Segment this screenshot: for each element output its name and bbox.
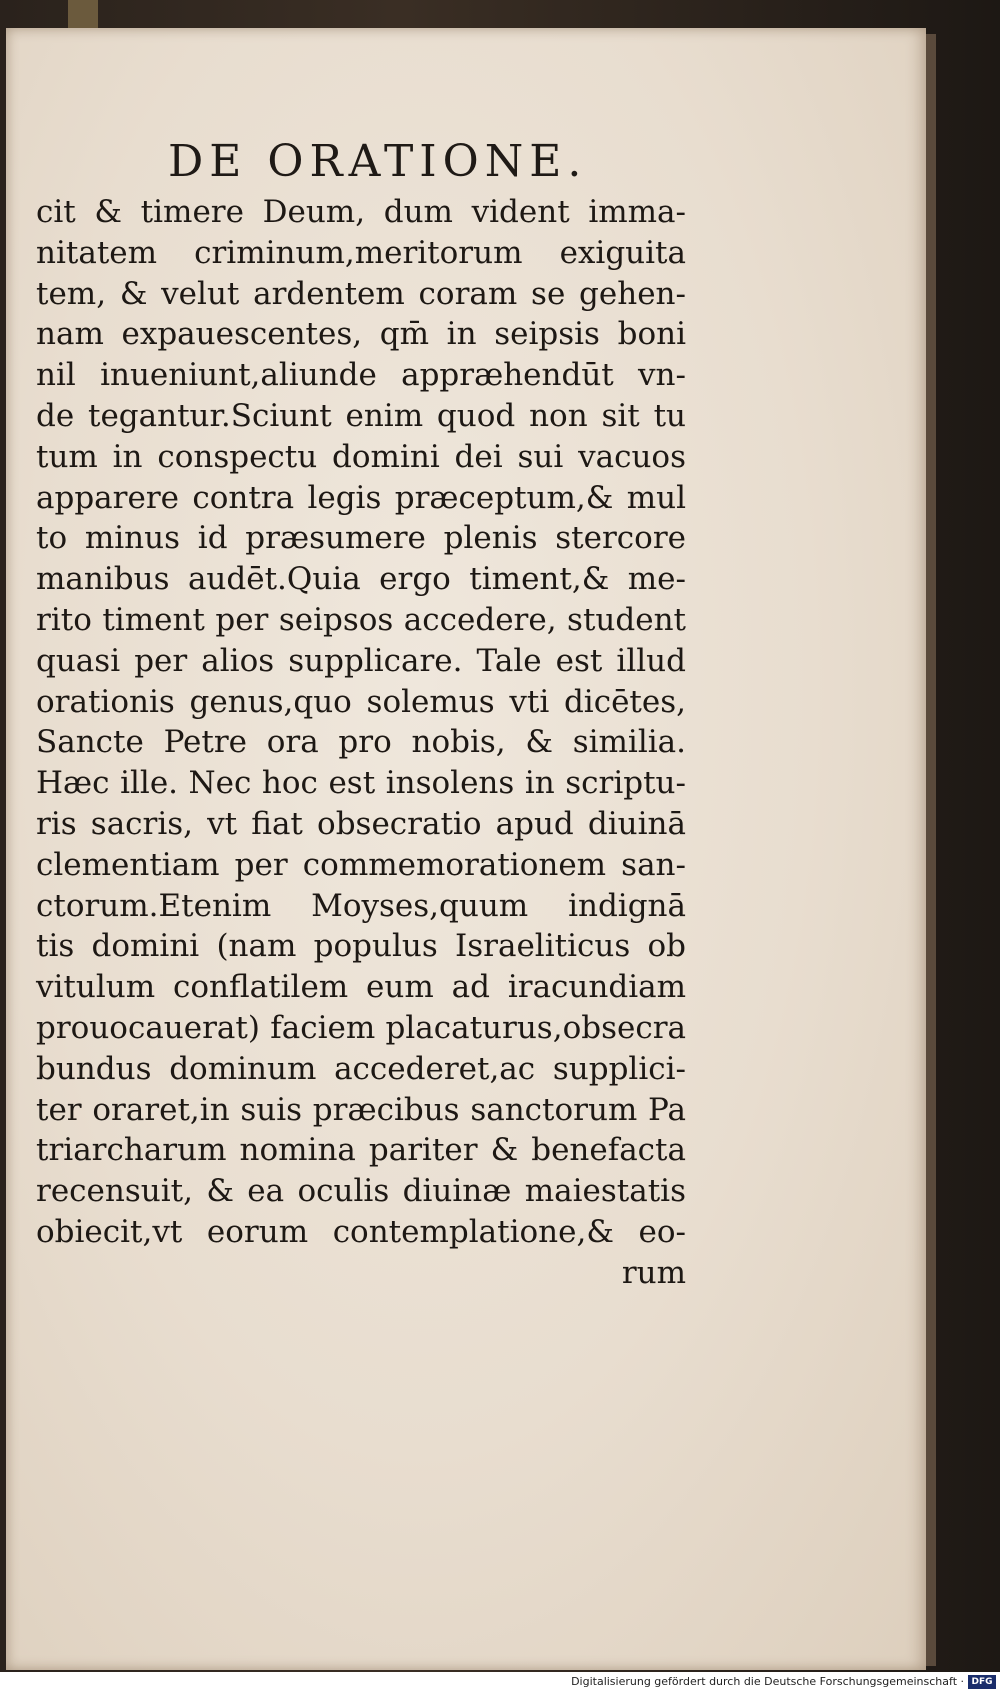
text-line: tem, & velut ardentem coram se gehen-: [36, 275, 686, 312]
text-line: bundus dominum accederet,ac supplici-: [36, 1050, 686, 1087]
text-line: vitulum conflatilem eum ad iracundiam: [36, 969, 686, 1006]
text-line: Hæc ille. Nec hoc est insolens in scriptu-: [36, 765, 686, 802]
page-edge: [926, 34, 936, 1666]
text-line: nil inueniunt,aliunde appræhendūt vn-: [36, 357, 686, 394]
text-line: tis domini (nam populus Israeliticus ob: [36, 928, 686, 965]
running-header: DE ORATIONE.: [168, 136, 588, 187]
text-line: triarcharum nomina pariter & benefacta: [36, 1132, 686, 1169]
text-line: obiecit,vt eorum contemplatione,& eo-: [36, 1213, 686, 1250]
text-line: recensuit, & ea oculis diuinæ maiestatis: [36, 1173, 686, 1210]
text-line: clementiam per commemorationem san-: [36, 846, 686, 883]
text-line: ris sacris, vt fiat obsecratio apud diuinā: [36, 805, 686, 842]
text-line: rito timent per seipsos accedere, student: [36, 601, 686, 638]
footer-credit: Digitalisierung gefördert durch die Deutsche Forschungsgemeinschaft ·: [571, 1675, 964, 1688]
text-line: manibus audēt.Quia ergo timent,& me-: [36, 561, 686, 598]
text-line: to minus id præsumere plenis stercore: [36, 520, 686, 557]
text-line: ctorum.Etenim Moyses,quum indignā: [36, 887, 686, 924]
text-line: orationis genus,quo solemus vti dicētes,: [36, 683, 686, 720]
text-line: ter oraret,in suis præcibus sanctorum Pa: [36, 1091, 686, 1128]
binding-edge: [68, 0, 98, 28]
text-line: nitatem criminum,meritorum exiguita: [36, 234, 686, 271]
text-line: tum in conspectu domini dei sui vacuos: [36, 438, 686, 475]
text-line: Sancte Petre ora pro nobis, & similia.: [36, 724, 686, 761]
text-line: cit & timere Deum, dum vident imma-: [36, 194, 686, 230]
text-line: rum: [621, 1254, 686, 1291]
text-line: apparere contra legis præceptum,& mul: [36, 479, 686, 516]
text-line: quasi per alios supplicare. Tale est illud: [36, 642, 686, 679]
dfg-logo: DFG: [968, 1675, 996, 1689]
body-text: [36, 192, 686, 1294]
text-line: de tegantur.Sciunt enim quod non sit tu: [36, 397, 686, 434]
text-line: prouocauerat) faciem placaturus,obsecra: [36, 1009, 686, 1046]
digitization-footer: [0, 1672, 1000, 1694]
text-line: nam expauescentes, qm̄ in seipsis boni: [36, 316, 686, 353]
